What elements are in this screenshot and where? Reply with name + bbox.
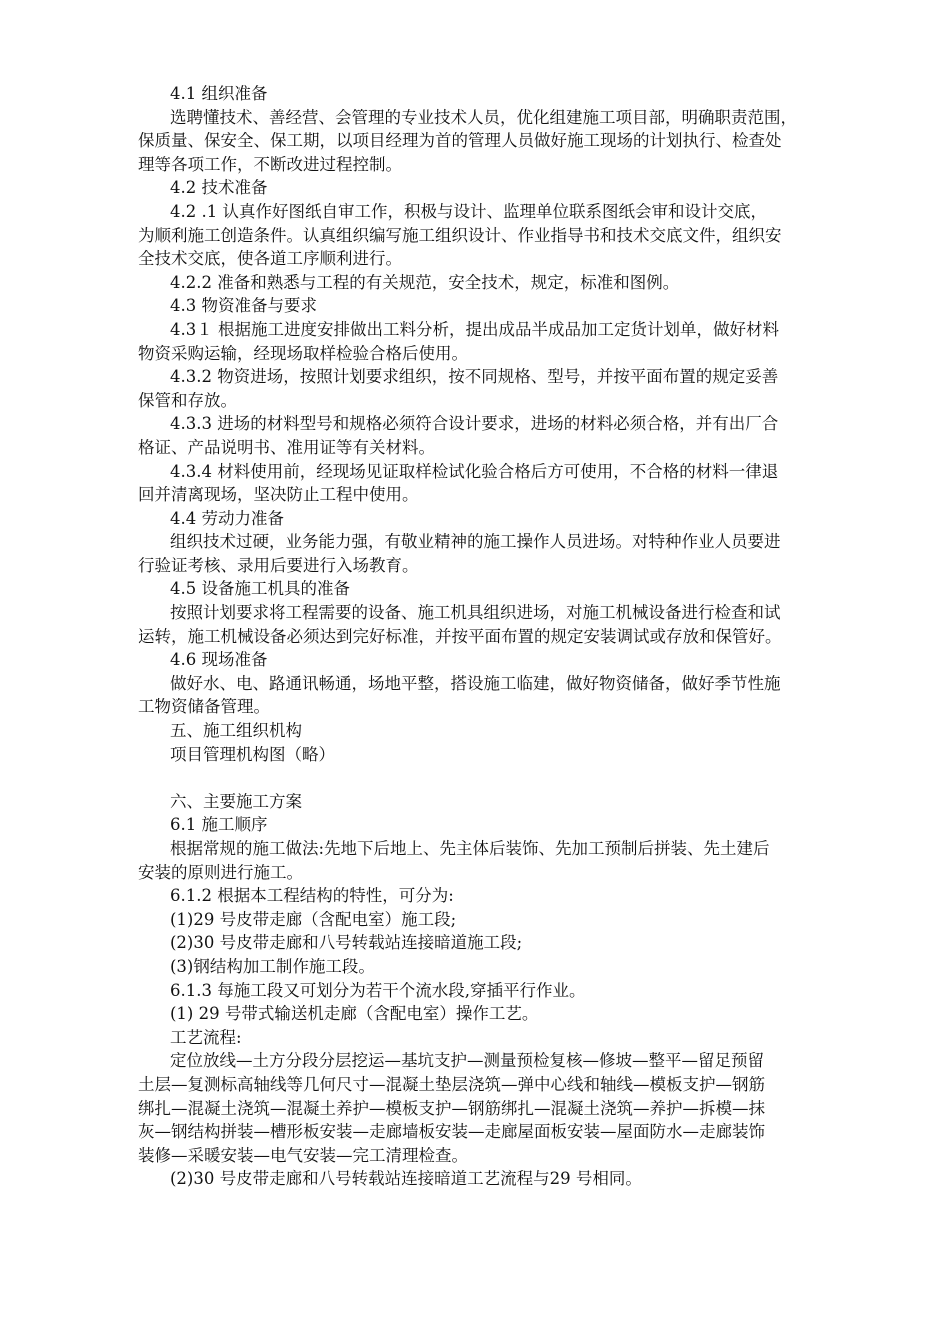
text-line: 六、主要施工方案	[170, 791, 302, 811]
text-line: 6.1 施工顺序	[170, 815, 268, 835]
text-line: 格证、产品说明书、准用证等有关材料。	[138, 437, 435, 457]
text-line: 装修—采暖安装—电气安装—完工清理检查。	[138, 1145, 468, 1165]
text-line: 4.3１ 根据施工进度安排做出工料分析，提出成品半成品加工定货计划单，做好材料	[170, 319, 779, 339]
text-line: (1)29 号皮带走廊（含配电室）施工段;	[170, 909, 457, 929]
text-line: 为顺利施工创造条件。认真组织编写施工组织设计、作业指导书和技术交底文件，组织安	[138, 225, 782, 245]
text-line: (1) 29 号带式输送机走廊（含配电室）操作工艺。	[170, 1004, 539, 1024]
text-line: 回并清离现场，坚决防止工程中使用。	[138, 485, 419, 505]
text-line: 4.6 现场准备	[170, 650, 268, 670]
text-line: (3)钢结构加工制作施工段。	[170, 956, 375, 976]
text-line: 4.3.3 进场的材料型号和规格必须符合设计要求，进场的材料必须合格，并有出厂合	[170, 414, 779, 434]
text-line: 4.2.2 准备和熟悉与工程的有关规范，安全技术，规定，标准和图例。	[170, 272, 680, 292]
document-page	[138, 82, 838, 1191]
text-line: (2)30 号皮带走廊和八号转载站连接暗道施工段;	[170, 933, 523, 953]
text-line: 选聘懂技术、善经营、会管理的专业技术人员，优化组建施工项目部，明确职责范围，	[170, 107, 797, 127]
text-line: 4.3.4 材料使用前，经现场见证取样检试化验合格后方可使用，不合格的材料一律退	[170, 461, 779, 481]
text-line: 全技术交底，使各道工序顺利进行。	[138, 249, 402, 269]
text-line: 4.2 技术准备	[170, 178, 268, 198]
text-line: 项目管理机构图（略）	[170, 744, 335, 764]
text-line: 按照计划要求将工程需要的设备、施工机具组织进场，对施工机械设备进行检查和试	[170, 603, 781, 623]
text-line: (2)30 号皮带走廊和八号转载站连接暗道工艺流程与29 号相同。	[170, 1169, 642, 1189]
text-line: 6.1.2 根据本工程结构的特性，可分为:	[170, 886, 454, 906]
text-line: 运转，施工机械设备必须达到完好标准，并按平面布置的规定安装调试或存放和保管好。	[138, 626, 782, 646]
text-line: 行验证考核、录用后要进行入场教育。	[138, 555, 419, 575]
text-line: 4.5 设备施工机具的准备	[170, 579, 350, 599]
text-line: 4.4 劳动力准备	[170, 508, 284, 528]
text-line: 五、施工组织机构	[170, 721, 302, 741]
text-line: 安装的原则进行施工。	[138, 862, 303, 882]
text-line: 理等各项工作，不断改进过程控制。	[138, 154, 402, 174]
text-line: 物资采购运输，经现场取样检验合格后使用。	[138, 343, 468, 363]
text-line: 6.1.3 每施工段又可划分为若干个流水段,穿插平行作业。	[170, 980, 586, 1000]
blank-line	[138, 766, 838, 790]
text-line: 定位放线—土方分段分层挖运—基坑支护—测量预检复核—修坡—整平—留足预留	[170, 1051, 764, 1071]
text-line: 绑扎—混凝土浇筑—混凝土养护—模板支护—钢筋绑扎—混凝土浇筑—养护—拆模—抹	[138, 1098, 765, 1118]
text-line: 工物资储备管理。	[138, 697, 270, 717]
text-line: 保质量、保安全、保工期，以项目经理为首的管理人员做好施工现场的计划执行、检查处	[138, 131, 782, 151]
text-line: 4.3 物资准备与要求	[170, 296, 317, 316]
text-line: 4.3.2 物资进场，按照计划要求组织，按不同规格、型号，并按平面布置的规定妥善	[170, 367, 779, 387]
text-line: 灰—钢结构拼装—槽形板安装—走廊墙板安装—走廊屋面板安装—屋面防水—走廊装饰	[138, 1122, 765, 1142]
text-line: 4.1 组织准备	[170, 84, 268, 103]
text-line: 根据常规的施工做法:先地下后地上、先主体后装饰、先加工预制后拼装、先土建后	[170, 839, 770, 858]
text-line: 做好水、电、路通讯畅通，场地平整，搭设施工临建，做好物资储备，做好季节性施	[170, 673, 781, 693]
text-line: 土层—复测标高轴线等几何尺寸—混凝土垫层浇筑—弹中心线和轴线—模板支护—钢筋	[138, 1074, 765, 1094]
text-line: 4.2 .1 认真作好图纸自审工作，积极与设计、监理单位联系图纸会审和设计交底，	[170, 201, 767, 221]
text-line: 工艺流程:	[170, 1027, 242, 1047]
text-line: 组织技术过硬，业务能力强，有敬业精神的施工操作人员进场。对特种作业人员要进	[170, 532, 781, 552]
text-line: 保管和存放。	[138, 390, 237, 410]
